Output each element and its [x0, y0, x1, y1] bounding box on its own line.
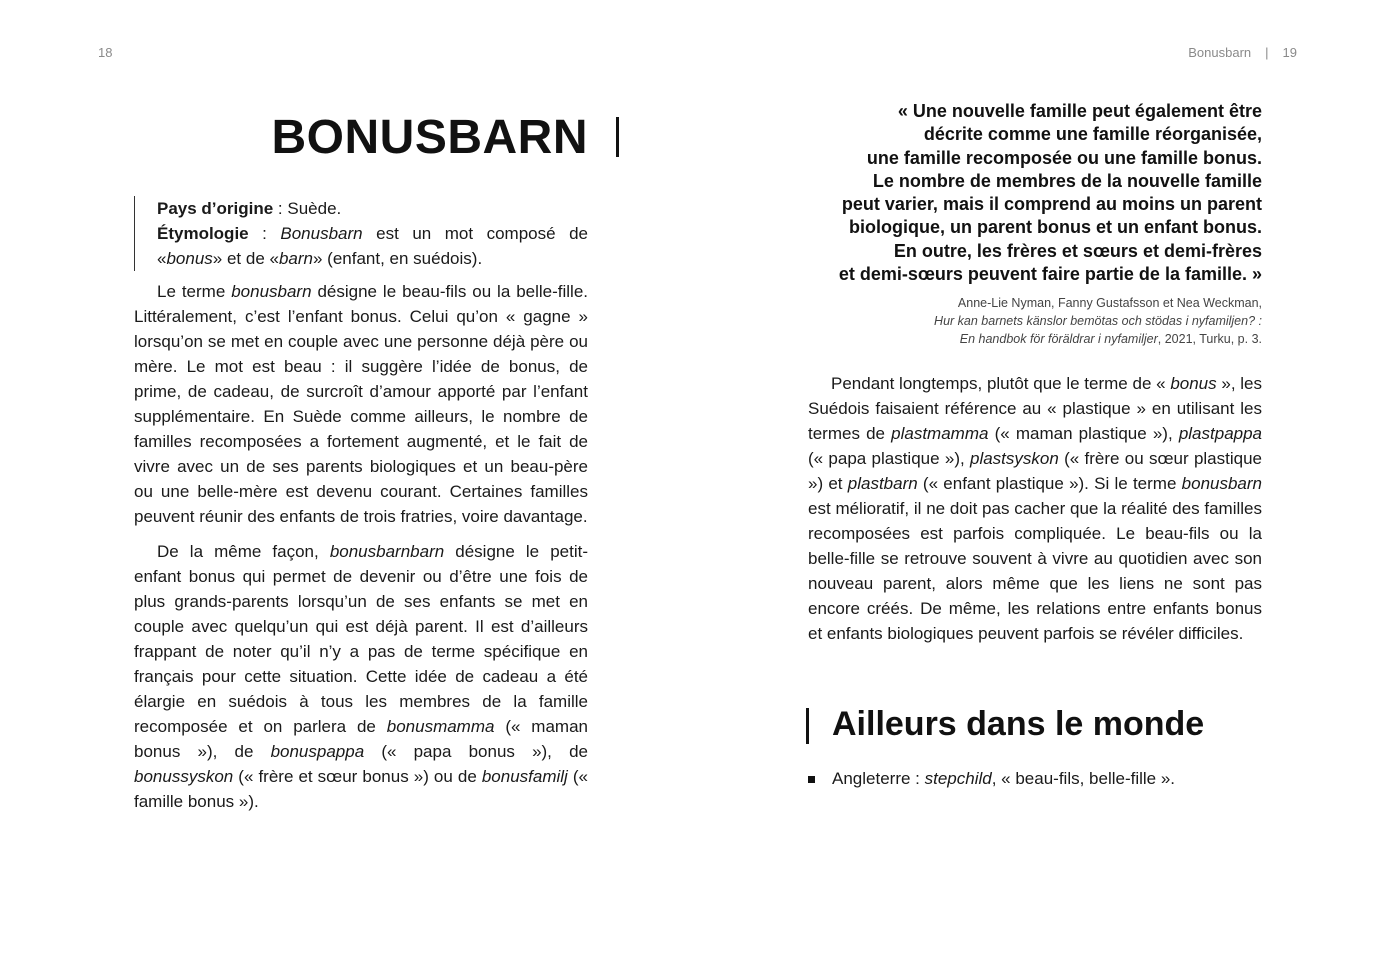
- term: plastbarn: [847, 474, 918, 493]
- list-item: [808, 766, 1268, 791]
- term: bonusfamilj: [481, 767, 568, 786]
- country-name: Angleterre: [832, 769, 911, 788]
- source-title: En handbok för föräldrar i nyfamiljer: [959, 332, 1158, 346]
- quote-line: une famille recomposée ou une famille bonus.: [866, 147, 1262, 168]
- left-page-number: 18: [98, 45, 113, 60]
- quote-source: [800, 294, 1262, 348]
- left-body-text: [134, 279, 588, 824]
- term: bonus: [1170, 374, 1217, 393]
- page-title: BONUSBARN: [271, 111, 588, 164]
- paragraph: [808, 371, 1262, 646]
- header-separator: |: [1265, 45, 1269, 60]
- right-body-text: [808, 371, 1262, 646]
- etymology-text: » et de «: [212, 249, 279, 268]
- term: bonussyskon: [134, 767, 234, 786]
- origin-value: : Suède.: [273, 199, 342, 218]
- text-run: (« papa plastique »),: [808, 449, 970, 468]
- origin-line: [157, 196, 588, 221]
- origin-label: Pays d’origine: [157, 199, 274, 218]
- source-authors: Anne-Lie Nyman, Fanny Gustafsson et Nea Weckman,: [957, 296, 1262, 310]
- section-rule: [806, 708, 809, 744]
- term: plastsyskon: [970, 449, 1059, 468]
- etymology-term: barn: [278, 249, 313, 268]
- quote-line: peut varier, mais il comprend au moins un parent: [841, 194, 1262, 215]
- paragraph: [134, 539, 588, 814]
- quote-line: et demi-sœurs peuvent faire partie de la famille. »: [838, 264, 1262, 285]
- square-bullet-icon: [808, 776, 815, 783]
- text-run: (« frère et sœur bonus ») ou de: [233, 767, 482, 786]
- country-list: [808, 766, 1268, 791]
- etymology-text: » (enfant, en suédois).: [313, 249, 483, 268]
- text-run: (« papa bonus »), de: [364, 742, 588, 761]
- etymology-word: Bonusbarn: [280, 224, 363, 243]
- quote-line: En outre, les frères et sœurs et demi-frères: [893, 240, 1262, 261]
- etymology-label: Étymologie: [157, 224, 249, 243]
- text-run: », les Suédois faisaient référence au « plastique » en utilisant les termes de: [808, 374, 1263, 443]
- term: bonusmamma: [386, 717, 495, 736]
- text-run: De la même façon,: [157, 542, 330, 561]
- etymology-text: est un mot composé de «: [157, 224, 588, 268]
- etymology-line: [157, 221, 588, 271]
- text-run: Pendant longtemps, plutôt que le terme de «: [831, 374, 1171, 393]
- term: plastmamma: [891, 424, 989, 443]
- text-run: désigne le beau-fils ou la belle-fille. Littéralement, c’est l’enfant bonus. Celui qu’on « gagne » lorsqu’on se met en couple avec une personne déjà père ou mère. Le mot est beau : il suggère l’idée de bonus, de prime, de cadeau, de surcroît d’amour apporté par l’enfant supplémentaire. En Suède comme ailleurs, le nombre de familles recomposées a fortement augmenté, et le fait de vivre avec un de ses parents biologiques et un beau-père ou une belle-mère est devenu courant. Certaines familles peuvent réunir des enfants de trois fratries, voire davantage.: [134, 282, 589, 526]
- section-heading: Ailleurs dans le monde: [832, 705, 1205, 743]
- text-run: désigne le petit-enfant bonus qui permet de devenir ou d’être une fois de plus grands-parents lorsqu’un de ses enfants se met en couple avec quelqu’un qui est déjà parent. Il est d’ailleurs frappant de noter qu’il n’y a pas de terme spécifique en français pour cette situation. Cette idée de cadeau a été élargie en suédois à tous les membres de la famille recomposée et on parlera de: [134, 542, 588, 736]
- quote-line: biologique, un parent bonus et un enfant bonus.: [849, 217, 1262, 238]
- text-run: est mélioratif, il ne doit pas cacher que la réalité des familles recomposées est parfois compliquée. Le beau-fils ou la belle-fille se retrouve souvent à vivre au quotidien avec son nouveau parent, alors même que les liens ne sont pas encore créés. De même, les relations entre enfants bonus et enfants biologiques peuvent parfois se révéler difficiles.: [808, 499, 1262, 643]
- text-run: (« enfant plastique »). Si le terme: [917, 474, 1182, 493]
- source-details: , 2021, Turku, p. 3.: [1157, 332, 1262, 346]
- quote-line: décrite comme une famille réorganisée,: [923, 124, 1262, 145]
- term: bonusbarn: [231, 282, 312, 301]
- gloss: , « beau-fils, belle-fille ».: [991, 769, 1176, 788]
- term: bonuspappa: [270, 742, 365, 761]
- text-run: Le terme: [157, 282, 232, 301]
- right-page-number: 19: [1282, 45, 1297, 60]
- definition-box: [134, 196, 588, 271]
- pull-quote: [800, 100, 1262, 286]
- term: plastpappa: [1178, 424, 1263, 443]
- quote-line: Le nombre de membres de la nouvelle famille: [872, 170, 1262, 191]
- running-header: [1188, 45, 1297, 60]
- list-sep: :: [910, 769, 925, 788]
- title-block: [134, 110, 588, 166]
- text-run: (« maman plastique »),: [988, 424, 1179, 443]
- quote-line: « Une nouvelle famille peut également être: [897, 101, 1262, 121]
- text-run: (« frère ou sœur plastique ») et: [808, 449, 1262, 493]
- running-title: Bonusbarn: [1188, 45, 1252, 60]
- text-run: (« famille bonus »).: [134, 767, 589, 811]
- term: bonusbarnbarn: [329, 542, 445, 561]
- term: bonusbarn: [1181, 474, 1262, 493]
- etymology-sep: :: [248, 224, 281, 243]
- source-title: Hur kan barnets känslor bemötas och stödas i nyfamiljen? :: [934, 314, 1262, 328]
- etymology-term: bonus: [166, 249, 213, 268]
- title-rule: [616, 117, 619, 157]
- text-run: (« maman bonus »), de: [134, 717, 588, 761]
- term: stepchild: [924, 769, 992, 788]
- paragraph: [134, 279, 588, 529]
